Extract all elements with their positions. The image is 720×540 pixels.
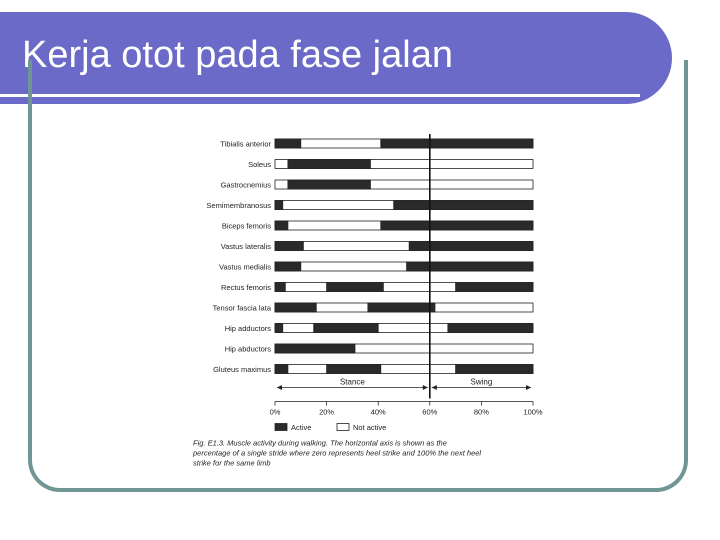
- active-bar: [381, 221, 533, 230]
- phase-label-swing: Swing: [470, 377, 493, 387]
- active-bar: [314, 324, 379, 333]
- active-bar: [275, 262, 301, 271]
- active-bar: [409, 242, 533, 251]
- figure-caption: [192, 439, 481, 468]
- legend-label-active: Active: [291, 423, 312, 432]
- active-bar: [381, 139, 533, 148]
- active-bar: [327, 283, 384, 292]
- legend-swatch-active: [275, 424, 287, 431]
- muscle-label: Semimembranosus: [206, 201, 271, 210]
- active-bar: [275, 221, 288, 230]
- active-bar: [275, 201, 283, 210]
- active-bar: [456, 365, 533, 374]
- active-bar: [288, 160, 371, 169]
- x-tick-label: 80%: [473, 407, 489, 417]
- active-bar: [275, 242, 303, 251]
- muscle-label: Tibialis anterior: [220, 139, 271, 149]
- x-tick-label: 100%: [523, 407, 543, 417]
- muscle-activity-chart: [175, 130, 555, 470]
- caption-line: percentage of a single stride where zero represents heel strike and 100% the next heel: [193, 448, 482, 458]
- active-bar: [275, 303, 316, 312]
- phase-arrowhead: [277, 385, 282, 390]
- phase-arrowhead: [423, 385, 428, 390]
- muscle-label: Vastus medialis: [219, 262, 271, 272]
- active-bar: [456, 283, 533, 292]
- caption-line: Fig. E1.3. Muscle activity during walking. The horizontal axis is shown as the: [193, 438, 447, 448]
- muscle-label: Biceps femoris: [221, 221, 271, 231]
- phase-label-stance: Stance: [339, 377, 365, 387]
- muscle-label: Gluteus maximus: [213, 365, 271, 374]
- active-bar: [275, 139, 301, 148]
- active-bar: [275, 283, 285, 292]
- muscle-label: Tensor fascia lata: [212, 303, 271, 313]
- muscle-label: Rectus femoris: [220, 283, 271, 292]
- active-bar: [275, 344, 355, 353]
- muscle-label: Vastus lateralis: [220, 242, 271, 251]
- active-bar: [288, 180, 371, 189]
- caption-line: strike for the same limb: [193, 458, 271, 468]
- active-bar: [327, 365, 381, 374]
- slide-title: Kerja otot pada fase jalan: [22, 34, 453, 76]
- muscle-label: Hip abductors: [224, 344, 271, 354]
- legend-swatch-inactive: [337, 424, 349, 431]
- x-tick-label: 60%: [422, 407, 438, 417]
- active-bar: [448, 324, 533, 333]
- x-tick-label: 20%: [319, 407, 335, 417]
- muscle-label: Gastrocnemius: [220, 180, 271, 190]
- x-tick-label: 0%: [269, 407, 281, 417]
- active-bar: [275, 324, 283, 333]
- x-tick-label: 40%: [370, 407, 386, 417]
- phase-arrowhead: [526, 385, 531, 390]
- phase-arrowhead: [432, 385, 437, 390]
- muscle-label: Hip adductors: [224, 324, 271, 333]
- active-bar: [275, 365, 288, 374]
- active-bar: [394, 201, 533, 210]
- muscle-activity-figure: [175, 130, 555, 470]
- muscle-label: Soleus: [248, 160, 271, 169]
- active-bar: [407, 262, 533, 271]
- legend-label-inactive: Not active: [353, 423, 387, 432]
- active-bar: [368, 303, 435, 312]
